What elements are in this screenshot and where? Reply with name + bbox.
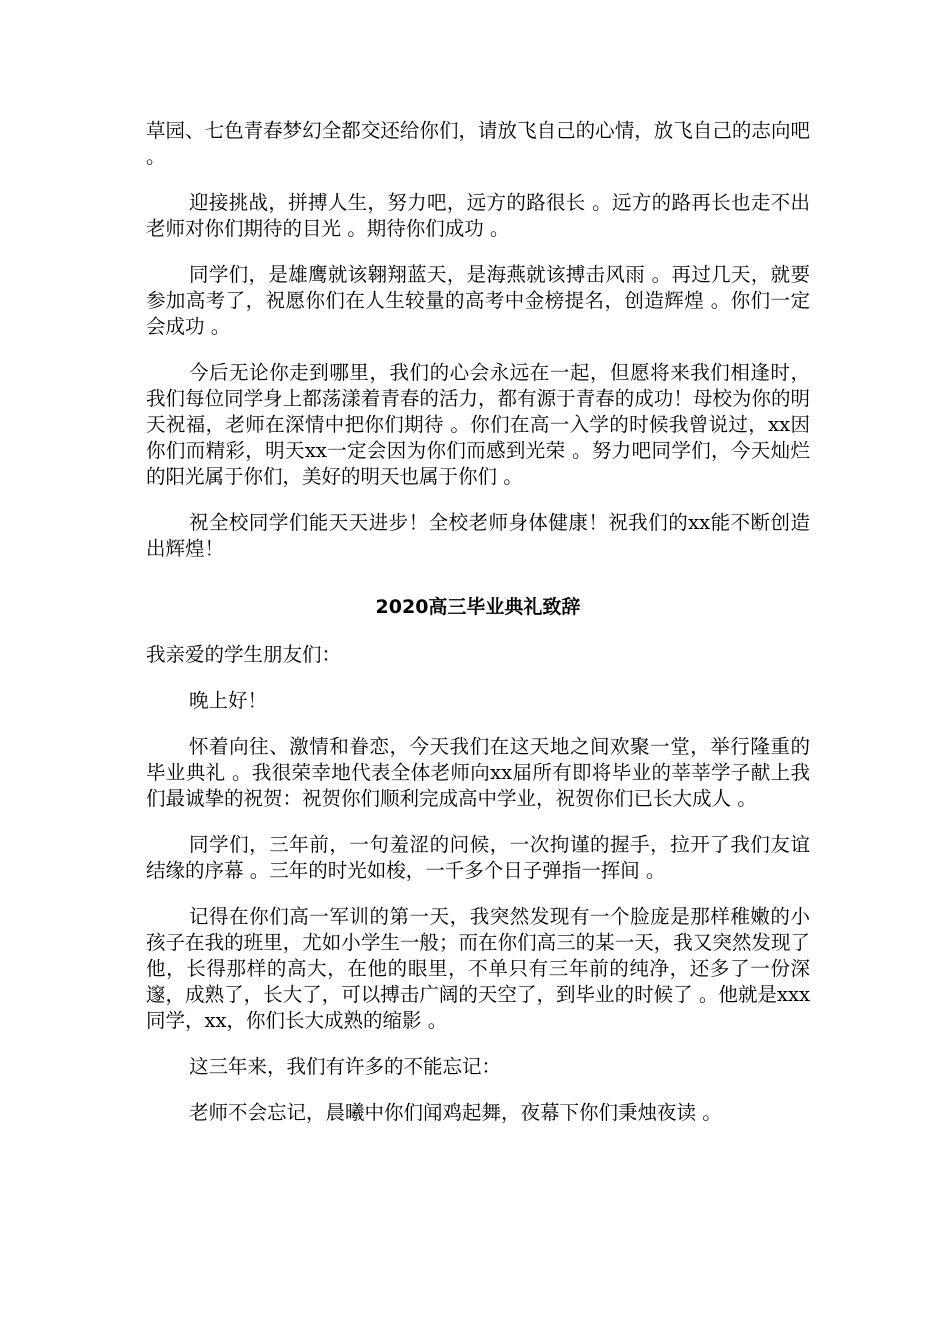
paragraph: 祝全校同学们能天天进步！全校老师身体健康！祝我们的xx能不断创造出辉煌！ <box>146 511 810 560</box>
paragraph-continuation: 草园、七色青春梦幻全都交还给你们，请放飞自己的心情，放飞自己的志向吧 。 <box>146 119 810 168</box>
paragraph: 老师不会忘记，晨曦中你们闻鸡起舞，夜幕下你们秉烛夜读 。 <box>189 1101 722 1124</box>
paragraph: 今后无论你走到哪里，我们的心会永远在一起，但愿将来我们相逢时，我们每位同学身上都荡漾着青春的活力，都有源于青春的成功！母校为你的明天祝福，老师在深情中把你们期待 。你们在高一入学的时候我曾说过，xx因你们而精彩，明天xx一定会因为你们而感到光荣 。努力吧同学们，今天灿烂的阳光属于你们，美好的明天也属于你们 。 <box>146 361 810 488</box>
paragraph: 记得在你们高一军训的第一天，我突然发现有一个脸庞是那样稚嫩的小孩子在我的班里，尤如小学生一般；而在你们高三的某一天，我又突然发现了他，长得那样的高大，在他的眼里，不单只有三年前的纯净，还多了一份深邃，成熟了，长大了，可以搏击广阔的天空了，到毕业的时候了 。他就是xxx同学，xx，你们长大成熟的缩影 。 <box>146 905 810 1032</box>
paragraph: 同学们，是雄鹰就该翱翔蓝天，是海燕就该搏击风雨 。再过几天，就要参加高考了，祝愿你们在人生较量的高考中金榜提名，创造辉煌 。你们一定会成功 。 <box>146 263 810 338</box>
paragraph: 迎接挑战，拼搏人生，努力吧，远方的路很长 。远方的路再长也走不出老师对你们期待的目光 。期待你们成功 。 <box>146 191 810 240</box>
greeting: 晚上好！ <box>189 689 268 712</box>
paragraph: 同学们，三年前，一句羞涩的问候，一次拘谨的握手，拉开了我们友谊结缘的序幕 。三年的时光如梭，一千多个日子弹指一挥间 。 <box>146 833 810 882</box>
section-heading: 2020高三毕业典礼致辞 <box>375 596 581 618</box>
salutation: 我亲爱的学生朋友们： <box>146 643 342 666</box>
paragraph: 这三年来，我们有许多的不能忘记： <box>189 1055 502 1078</box>
document-page <box>146 118 810 1146</box>
paragraph: 怀着向往、激情和眷恋，今天我们在这天地之间欢聚一堂，举行隆重的毕业典礼 。我很荣幸地代表全体老师向xx届所有即将毕业的莘莘学子献上我们最诚挚的祝贺：祝贺你们顺利完成高中学业，祝贺你们已长大成人 。 <box>146 735 810 810</box>
